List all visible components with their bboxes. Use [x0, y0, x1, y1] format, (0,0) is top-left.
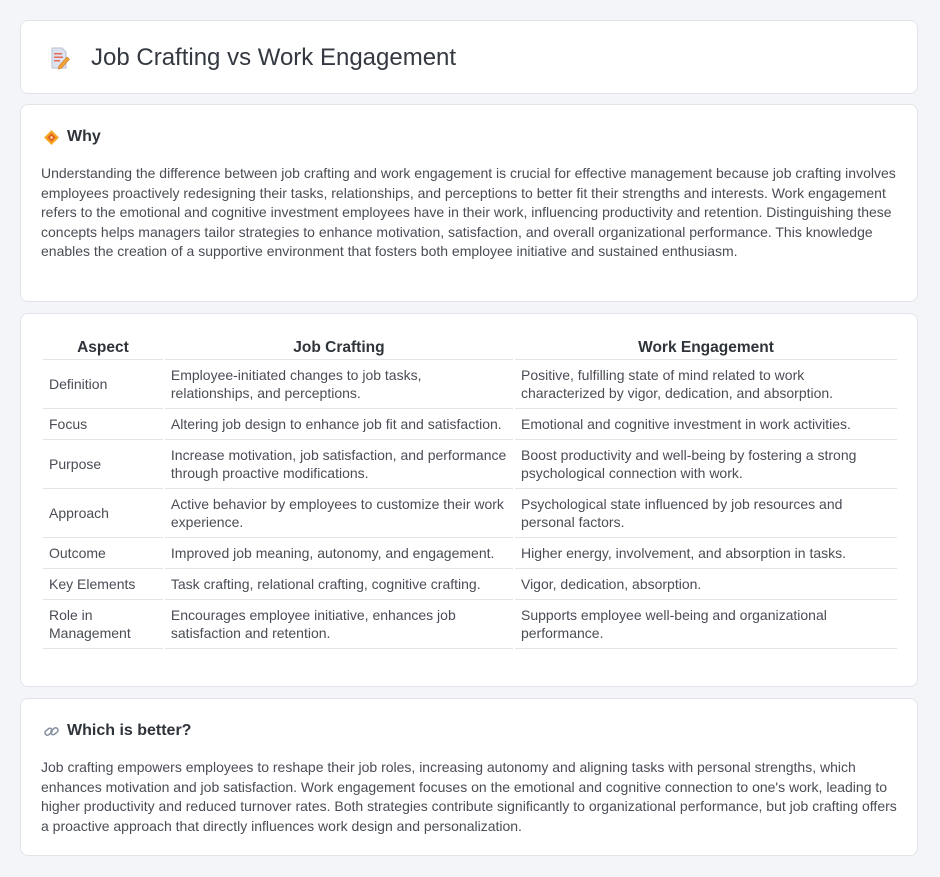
job-crafting-cell: Active behavior by employees to customize their work experience. — [165, 489, 513, 538]
aspect-cell: Key Elements — [43, 569, 163, 600]
job-crafting-cell: Employee-initiated changes to job tasks, relationships, and perceptions. — [165, 360, 513, 409]
aspect-cell: Role in Management — [43, 600, 163, 649]
comparison-table-card — [20, 313, 918, 687]
better-heading-row — [43, 721, 191, 741]
work-engagement-cell: Higher energy, involvement, and absorption in tasks. — [515, 538, 897, 569]
aspect-cell: Purpose — [43, 440, 163, 489]
table-row — [43, 360, 897, 409]
aspect-cell: Focus — [43, 409, 163, 440]
job-crafting-cell: Task crafting, relational crafting, cognitive crafting. — [165, 569, 513, 600]
column-header: Aspect — [43, 337, 163, 360]
table-row — [43, 440, 897, 489]
link-icon — [43, 723, 60, 740]
page-title: Job Crafting vs Work Engagement — [91, 44, 457, 71]
why-section — [20, 104, 918, 302]
table-row — [43, 569, 897, 600]
table-row — [43, 489, 897, 538]
job-crafting-cell: Increase motivation, job satisfaction, and performance through proactive modifications. — [165, 440, 513, 489]
job-crafting-cell: Altering job design to enhance job fit and satisfaction. — [165, 409, 513, 440]
better-heading: Which is better? — [67, 722, 192, 739]
why-text: Understanding the difference between job crafting and work engagement is crucial for effective management because job crafting involves employees proactively redesigning their tasks, relationships, and perceptions to better fit their strengths and interests. Work engagement refers to the emotional and cognitive investment employees have in their work, influencing productivity and retention. Distinguishing these concepts helps managers tailor strategies to enhance motivation, satisfaction, and overall organizational performance. This knowledge enables the creation of a supportive environment that fosters both employee initiative and sustained enthusiasm. — [41, 165, 896, 260]
job-crafting-cell: Encourages employee initiative, enhances job satisfaction and retention. — [165, 600, 513, 649]
why-heading: Why — [67, 128, 101, 145]
table-row — [43, 409, 897, 440]
why-heading-row — [43, 127, 101, 147]
work-engagement-cell: Supports employee well-being and organizational performance. — [515, 600, 897, 649]
table-row — [43, 538, 897, 569]
comparison-table — [41, 337, 899, 649]
aspect-cell: Definition — [43, 360, 163, 409]
work-engagement-cell: Psychological state influenced by job resources and personal factors. — [515, 489, 897, 538]
work-engagement-cell: Vigor, dedication, absorption. — [515, 569, 897, 600]
job-crafting-cell: Improved job meaning, autonomy, and engagement. — [165, 538, 513, 569]
better-text: Job crafting empowers employees to reshape their job roles, increasing autonomy and aligning tasks with personal strengths, which enhances motivation and job satisfaction. Work engagement focuses on the emotional and cognitive connection to one's work, leading to higher productivity and reduced turnover rates. Both strategies contribute significantly to organizational performance, but job crafting offers a proactive approach that directly influences work design and personalization. — [41, 759, 897, 834]
which-is-better-section — [20, 698, 918, 856]
aspect-cell: Approach — [43, 489, 163, 538]
table-header-row — [43, 337, 897, 360]
column-header: Work Engagement — [515, 337, 897, 360]
diamond-icon — [43, 129, 60, 146]
aspect-cell: Outcome — [43, 538, 163, 569]
document-edit-icon — [47, 46, 71, 70]
work-engagement-cell: Positive, fulfilling state of mind related to work characterized by vigor, dedication, and absorption. — [515, 360, 897, 409]
table-row — [43, 600, 897, 649]
work-engagement-cell: Boost productivity and well-being by fostering a strong psychological connection with work. — [515, 440, 897, 489]
work-engagement-cell: Emotional and cognitive investment in work activities. — [515, 409, 897, 440]
column-header: Job Crafting — [165, 337, 513, 360]
header-card — [20, 20, 918, 94]
